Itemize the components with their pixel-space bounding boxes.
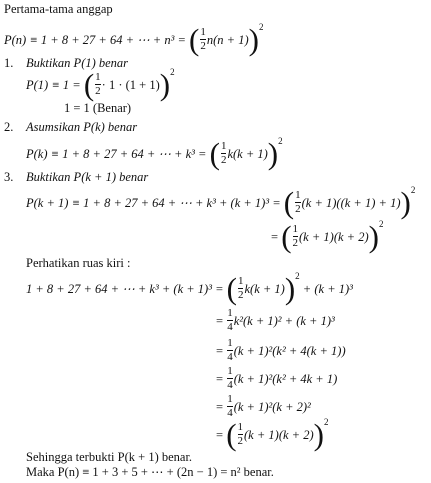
- step2-equation: P(k) ≡ 1 + 8 + 27 + 64 + ⋯ + k³ = ( $\frac{1}{2}$ k(k + 1) ) 2: [26, 135, 283, 171]
- step3-title: Buktikan P(k + 1) benar: [26, 170, 149, 184]
- step-r4: = $\frac{1}{4}$ (k + 1)²(k² + 4k + 1): [216, 365, 338, 391]
- conclusion-line2: Maka P(n) ≡ 1 + 3 + 5 + ⋯ + (2n − 1) = n² benar.: [26, 465, 274, 479]
- step-r2: = $\frac{1}{4}$ k²(k + 1)² + (k + 1)³: [216, 307, 335, 333]
- note-text: Perhatikan ruas kiri :: [26, 256, 131, 270]
- step1-title: Buktikan P(1) benar: [26, 56, 129, 70]
- sum-line: 1 + 8 + 27 + 64 + ⋯ + k³ + (k + 1)³ = ( $\frac{1}{2}$ k(k + 1) ) 2 + (k + 1)³: [26, 270, 353, 306]
- fraction-half: $\frac{1}{2}$: [200, 26, 206, 52]
- step3-number: 3.: [4, 170, 14, 184]
- pn-rhs-inner: n(n + 1): [206, 32, 249, 47]
- pn-lhs: P(n) ≡ 1 + 8 + 27 + 64 + ⋯ + n³ =: [4, 32, 186, 47]
- intro-text: Pertama-tama anggap: [4, 2, 113, 16]
- step3-equation-line2: = ( $\frac{1}{2}$ (k + 1)(k + 2) ) 2: [271, 218, 384, 254]
- right-paren: ): [248, 22, 259, 57]
- step1-result: 1 = 1 (Benar): [64, 101, 132, 115]
- step1-number: 1.: [4, 56, 14, 70]
- step-r5: = $\frac{1}{4}$ (k + 1)²(k + 2)²: [216, 393, 311, 419]
- left-paren: (: [189, 22, 200, 57]
- step1-equation: P(1) ≡ 1 = ( $\frac{1}{2}$ · 1 · (1 + 1) ) 2: [26, 66, 175, 102]
- step-r6: = ( $\frac{1}{2}$ (k + 1)(k + 2) ) 2: [216, 416, 329, 452]
- conclusion-line1: Sehingga terbukti P(k + 1) benar.: [26, 450, 193, 464]
- step-r3: = $\frac{1}{4}$ (k + 1)²(k² + 4(k + 1)): [216, 337, 346, 363]
- step2-title: Asumsikan P(k) benar: [26, 120, 138, 134]
- step3-equation-line1: P(k + 1) ≡ 1 + 8 + 27 + 64 + ⋯ + k³ + (k + 1)³ = ( $\frac{1}{2}$ (k + 1)((k + 1) + 1) ) 2: [26, 184, 416, 220]
- exponent: 2: [258, 21, 264, 32]
- step2-number: 2.: [4, 120, 14, 134]
- pn-definition: [4, 21, 264, 57]
